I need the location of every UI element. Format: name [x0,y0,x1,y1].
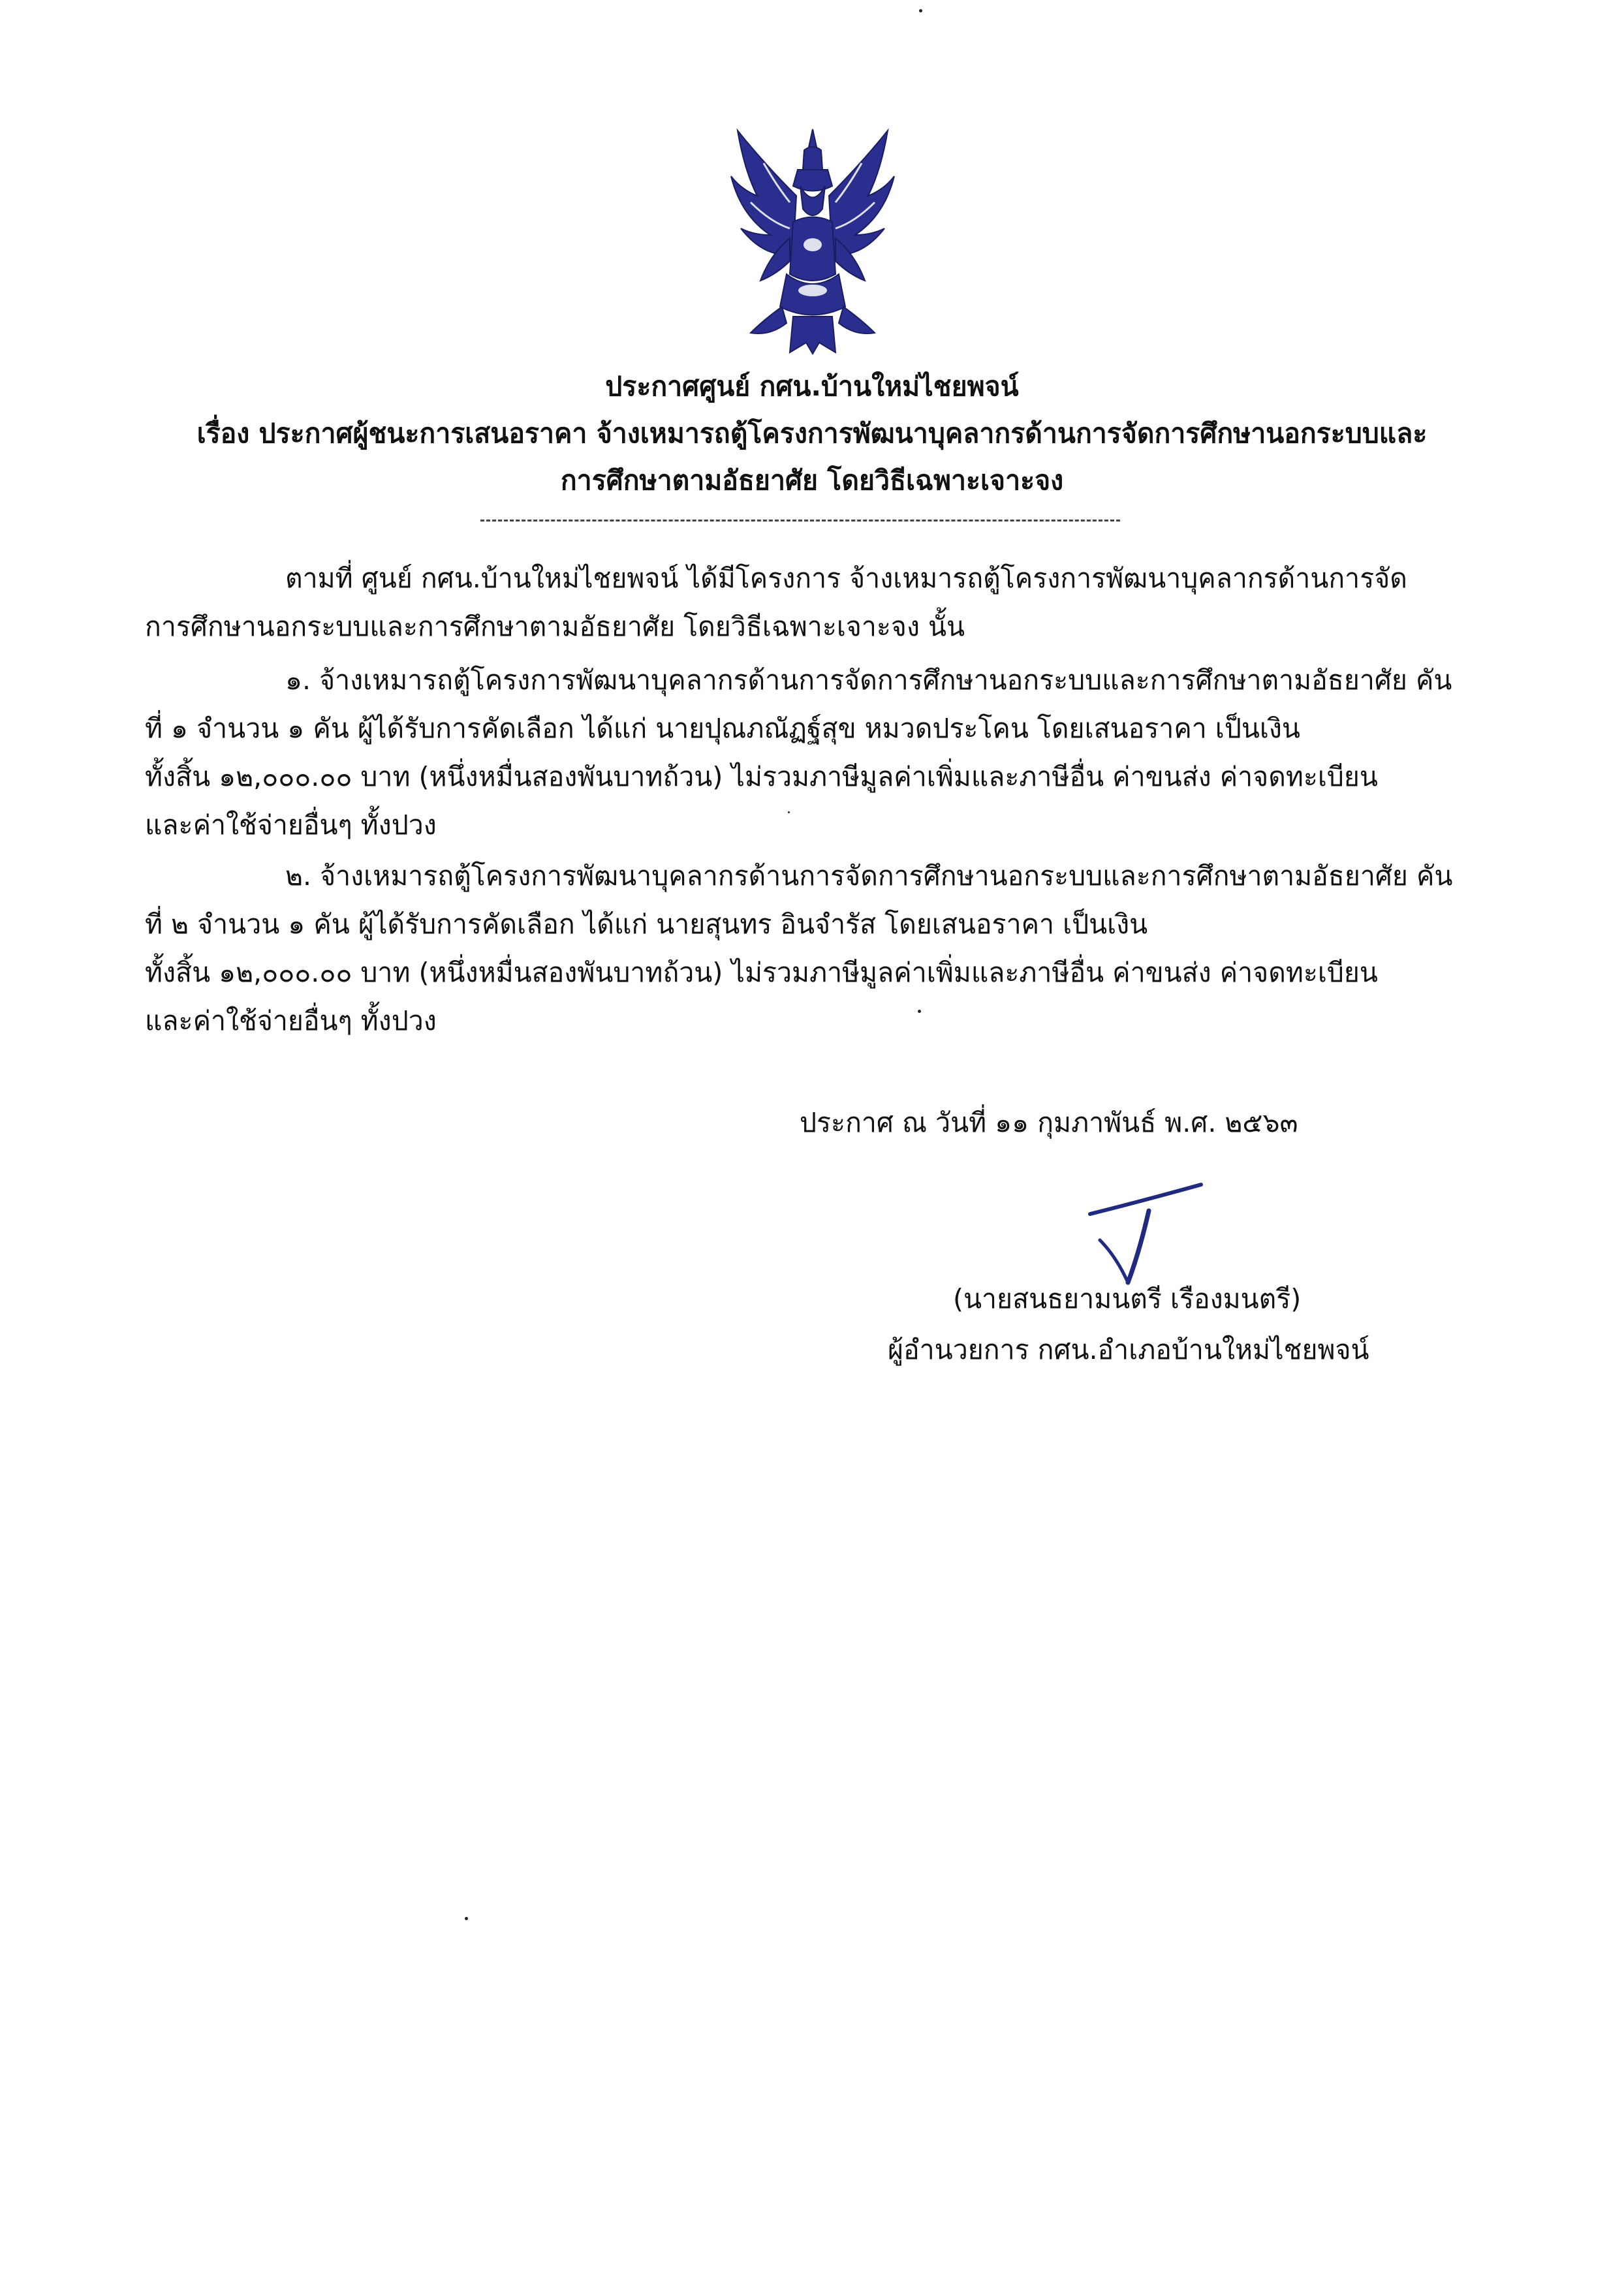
title-block [0,363,1624,504]
item-1-line-4: และค่าใช้จ่ายอื่นๆ ทั้งปวง [145,809,437,841]
item-1-line-2: ที่ ๑ จำนวน ๑ คัน ผู้ได้รับการคัดเลือก ได้แก่ นายปุณภณัฏฐ์สุข หมวดประโคน โดยเสนอราคา เป็นเงิน [145,713,1300,744]
scan-speck [918,1010,921,1013]
signatory-name: (นายสนธยามนตรี เรืองมนตรี) [953,1283,1302,1315]
announcement-date: ประกาศ ณ วันที่ ๑๑ กุมภาพันธ์ พ.ศ. ๒๕๖๓ [800,1107,1298,1138]
announcement-title: ประกาศศูนย์ กศน.บ้านใหม่ไชยพจน์ [605,371,1019,402]
subject-line-1: เรื่อง ประกาศผู้ชนะการเสนอราคา จ้างเหมารถตู้โครงการพัฒนาบุคลากรด้านการจัดการศึกษานอกระบบและ [196,418,1428,449]
item-2-line-1: ๒. จ้างเหมารถตู้โครงการพัฒนาบุคลากรด้านการจัดการศึกษานอกระบบและการศึกษาตามอัธยาศัย คัน [285,860,1453,892]
intro-line-1: ตามที่ ศูนย์ กศน.บ้านใหม่ไชยพจน์ ได้มีโครงการ จ้างเหมารถตู้โครงการพัฒนาบุคลากรด้านการจัด [285,563,1407,594]
item-2-line-4: และค่าใช้จ่ายอื่นๆ ทั้งปวง [145,1005,437,1036]
scan-speck [788,811,790,813]
signatory-position: ผู้อำนวยการ กศน.อำเภอบ้านใหม่ไชยพจน์ [888,1334,1369,1365]
handwritten-signature-icon [1070,1175,1227,1292]
item-2-line-2: ที่ ๒ จำนวน ๑ คัน ผู้ได้รับการคัดเลือก ได้แก่ นายสุนทร อินจำรัส โดยเสนอราคา เป็นเงิน [145,909,1148,940]
item-1-line-1: ๑. จ้างเหมารถตู้โครงการพัฒนาบุคลากรด้านการจัดการศึกษานอกระบบและการศึกษาตามอัธยาศัย คัน [285,664,1452,696]
scan-speck [465,1917,468,1920]
subject-line-2: การศึกษาตามอัธยาศัย โดยวิธีเฉพาะเจาะจง [560,465,1064,496]
garuda-emblem-icon [725,124,901,356]
intro-line-2: การศึกษานอกระบบและการศึกษาตามอัธยาศัย โดยวิธีเฉพาะเจาะจง นั้น [145,611,965,642]
scan-speck [919,9,922,12]
item-2-line-3: ทั้งสิ้น ๑๒,๐๐๐.๐๐ บาท (หนึ่งหมื่นสองพันบาทถ้วน) ไม่รวมภาษีมูลค่าเพิ่มและภาษีอื่น ค่าขนส่ง ค่าจดทะเบียน [145,957,1378,988]
title-divider [480,520,1120,521]
item-1-line-3: ทั้งสิ้น ๑๒,๐๐๐.๐๐ บาท (หนึ่งหมื่นสองพันบาทถ้วน) ไม่รวมภาษีมูลค่าเพิ่มและภาษีอื่น ค่าขนส่ง ค่าจดทะเบียน [145,761,1378,792]
